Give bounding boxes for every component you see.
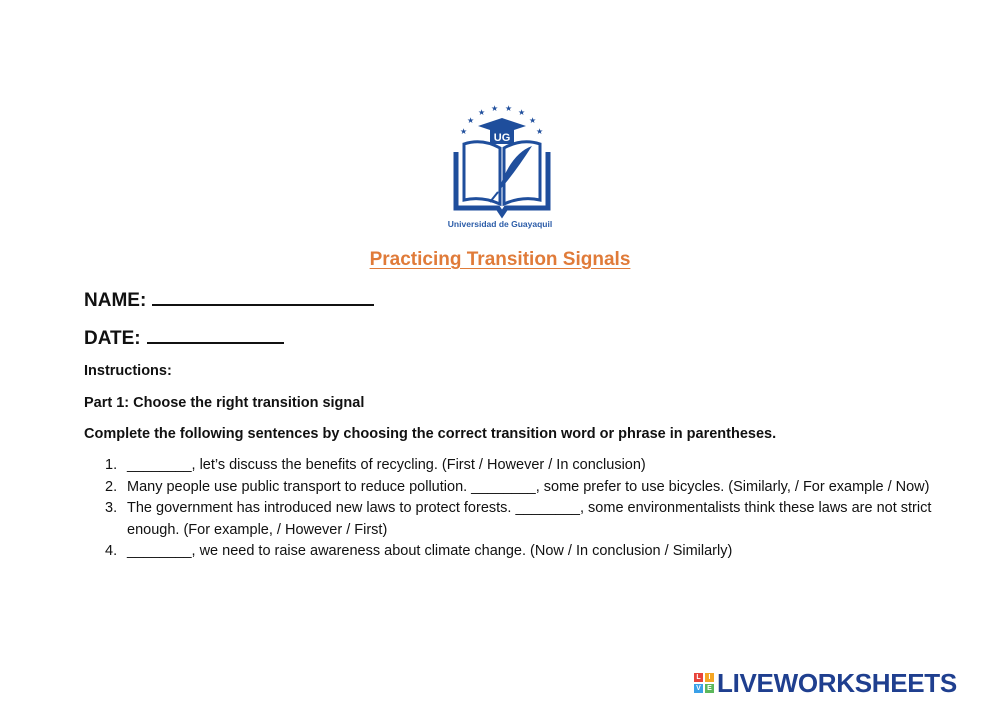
item-number: 3. — [105, 500, 118, 516]
brand-text: LIVEWORKSHEETS — [717, 667, 957, 698]
svg-text:★: ★ — [536, 127, 544, 136]
svg-text:★: ★ — [478, 108, 486, 117]
list-item — [105, 541, 962, 563]
instructions-label: Instructions: — [84, 363, 172, 379]
svg-text:★: ★ — [518, 108, 526, 117]
svg-text:UG: UG — [493, 132, 511, 144]
item-text: ________, we need to raise awareness about climate change. (Now / In conclusion / Similarly) — [127, 543, 733, 559]
date-field — [84, 325, 284, 350]
list-item — [105, 477, 962, 499]
logo-caption: Universidad de Guayaquil — [447, 219, 553, 229]
date-blank-line[interactable] — [147, 325, 284, 344]
brand-block: V — [694, 684, 703, 693]
exercise-list — [84, 455, 962, 563]
list-item — [105, 455, 962, 477]
part-label: Part 1: Choose the right transition signal — [84, 395, 365, 411]
svg-text:★: ★ — [529, 116, 537, 125]
name-label: NAME: — [84, 290, 147, 311]
svg-text:★: ★ — [460, 127, 468, 136]
name-field — [84, 287, 374, 312]
svg-text:★: ★ — [505, 104, 513, 113]
svg-text:★: ★ — [467, 116, 475, 125]
svg-text:★: ★ — [491, 104, 499, 113]
item-text: Many people use public transport to reduce pollution. ________, some prefer to use bicycles. (Similarly, / For example / Now) — [127, 478, 930, 495]
page-title: Practicing Transition Signals — [369, 249, 631, 270]
directions-text: Complete the following sentences by choosing the correct transition word or phrase in parentheses. — [84, 426, 777, 442]
brand-block: L — [694, 673, 703, 682]
item-number: 1. — [105, 457, 118, 473]
item-text: The government has introduced new laws to protect forests. ________, some environmentalists think these laws are not strict enough. (For example, / However / First) — [127, 500, 932, 538]
liveworksheets-logo[interactable] — [694, 668, 957, 698]
item-number: 2. — [105, 478, 118, 495]
brand-block: I — [705, 673, 714, 682]
brand-blocks-icon — [694, 673, 714, 693]
university-logo — [448, 104, 556, 232]
brand-block: E — [705, 684, 714, 693]
item-text: ________, let’s discuss the benefits of recycling. (First / However / In conclusion) — [127, 457, 646, 473]
name-blank-line[interactable] — [152, 287, 374, 306]
item-number: 4. — [105, 543, 118, 559]
list-item — [105, 498, 962, 541]
date-label: DATE: — [84, 328, 141, 349]
